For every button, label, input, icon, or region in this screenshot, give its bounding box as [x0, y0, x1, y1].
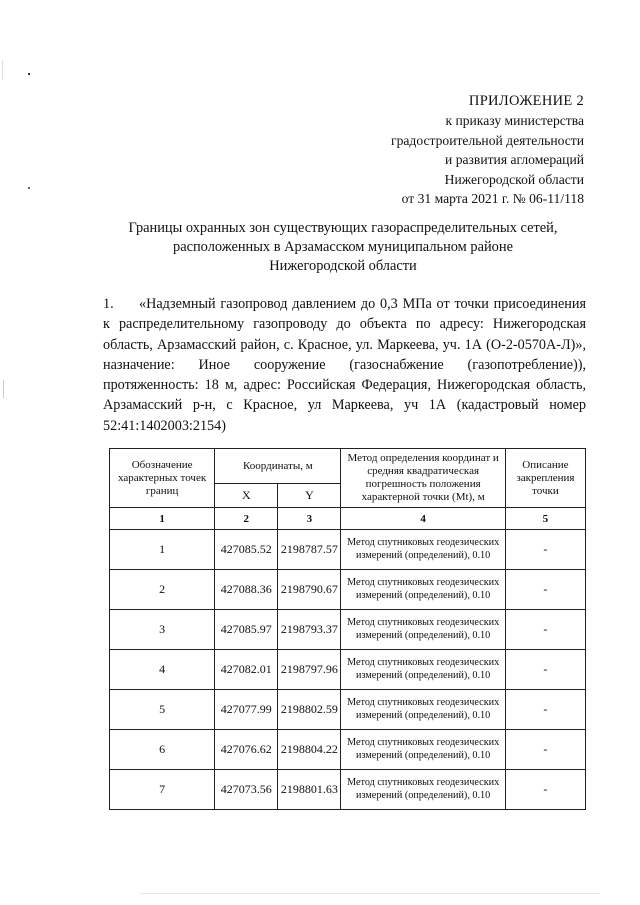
cell-description: - [505, 650, 585, 690]
header-point: Обозначение характерных точек границ [110, 449, 215, 508]
cell-x: 427088.36 [215, 570, 278, 610]
heading-line: расположенных в Арзамасском муниципальном районе [173, 239, 513, 255]
table-header-row [110, 449, 586, 484]
header-x: X [215, 484, 278, 508]
cell-description: - [505, 690, 585, 730]
cell-x: 427085.97 [215, 610, 278, 650]
cell-method: Метод спутниковых геодезических измерений (определений), 0.10 [341, 770, 505, 810]
column-numbers-row [110, 508, 586, 530]
paragraph-text: «Надземный газопровод давлением до 0,3 МПа от точки присоединения к распределительному газопроводу до объекта по адресу: Нижегородская область, Арзамасский район, с. Красное, ул. Маркеева, уч. 1А (О-2-0570А-Л)», назначение: Иное сооружение (газоснабжение (газопотребление)), протяженность: 18 м, адрес: Российская Федерация, Нижегородская область, Арзамасский р-н, с Красное, ул Маркеева, уч 1А (кадастровый номер 52:41:1402003:2154) [103, 296, 586, 434]
cell-method: Метод спутниковых геодезических измерений (определений), 0.10 [341, 650, 505, 690]
paragraph-number: 1. [103, 296, 114, 312]
cell-method: Метод спутниковых геодезических измерений (определений), 0.10 [341, 570, 505, 610]
cell-point: 2 [110, 570, 215, 610]
cell-x: 427077.99 [215, 690, 278, 730]
table-row [110, 530, 586, 570]
cell-method: Метод спутниковых геодезических измерений (определений), 0.10 [341, 730, 505, 770]
cell-point: 4 [110, 650, 215, 690]
cell-y: 2198793.37 [278, 610, 341, 650]
cell-y: 2198787.57 [278, 530, 341, 570]
table-row [110, 730, 586, 770]
column-number: 3 [278, 508, 341, 530]
cell-description: - [505, 770, 585, 810]
cell-description: - [505, 610, 585, 650]
table-row [110, 570, 586, 610]
cell-method: Метод спутниковых геодезических измерений (определений), 0.10 [341, 610, 505, 650]
column-number: 5 [505, 508, 585, 530]
coordinates-table [109, 448, 586, 810]
scan-artifact [2, 60, 3, 80]
cell-y: 2198801.63 [278, 770, 341, 810]
cell-point: 6 [110, 730, 215, 770]
cell-point: 1 [110, 530, 215, 570]
cell-x: 427073.56 [215, 770, 278, 810]
cell-point: 3 [110, 610, 215, 650]
appendix-line: градостроительной деятельности [391, 132, 584, 148]
appendix-line: Нижегородской области [444, 171, 584, 187]
cell-y: 2198804.22 [278, 730, 341, 770]
scan-artifact [28, 187, 30, 189]
cell-method: Метод спутниковых геодезических измерений (определений), 0.10 [341, 690, 505, 730]
header-description: Описание закрепления точки [505, 449, 585, 508]
cell-x: 427082.01 [215, 650, 278, 690]
header-method: Метод определения координат и средняя квадратическая погрешность положения характерной точки (Mt), м [341, 449, 505, 508]
table-row [110, 770, 586, 810]
header-coords: Координаты, м [215, 449, 341, 484]
object-description [103, 294, 586, 436]
cell-point: 5 [110, 690, 215, 730]
heading-line: Нижегородской области [269, 258, 417, 274]
table-row [110, 610, 586, 650]
column-number: 2 [215, 508, 278, 530]
appendix-title: ПРИЛОЖЕНИЕ 2 [468, 93, 584, 109]
heading-line: Границы охранных зон существующих газораспределительных сетей, [128, 220, 558, 236]
cell-y: 2198802.59 [278, 690, 341, 730]
table-row [110, 650, 586, 690]
cell-description: - [505, 730, 585, 770]
scan-artifact [3, 380, 4, 398]
appendix-line: и развития агломераций [445, 152, 584, 168]
appendix-line: от 31 марта 2021 г. № 06-11/118 [401, 191, 584, 207]
cell-description: - [505, 570, 585, 610]
appendix-block [391, 92, 584, 208]
table-row [110, 690, 586, 730]
appendix-line: к приказу министерства [445, 113, 584, 129]
cell-point: 7 [110, 770, 215, 810]
cell-y: 2198797.96 [278, 650, 341, 690]
header-y: Y [278, 484, 341, 508]
cell-x: 427085.52 [215, 530, 278, 570]
scan-artifact [140, 893, 600, 894]
column-number: 1 [110, 508, 215, 530]
cell-x: 427076.62 [215, 730, 278, 770]
scan-artifact [28, 73, 30, 75]
cell-y: 2198790.67 [278, 570, 341, 610]
document-heading [100, 219, 586, 276]
cell-method: Метод спутниковых геодезических измерений (определений), 0.10 [341, 530, 505, 570]
column-number: 4 [341, 508, 505, 530]
cell-description: - [505, 530, 585, 570]
